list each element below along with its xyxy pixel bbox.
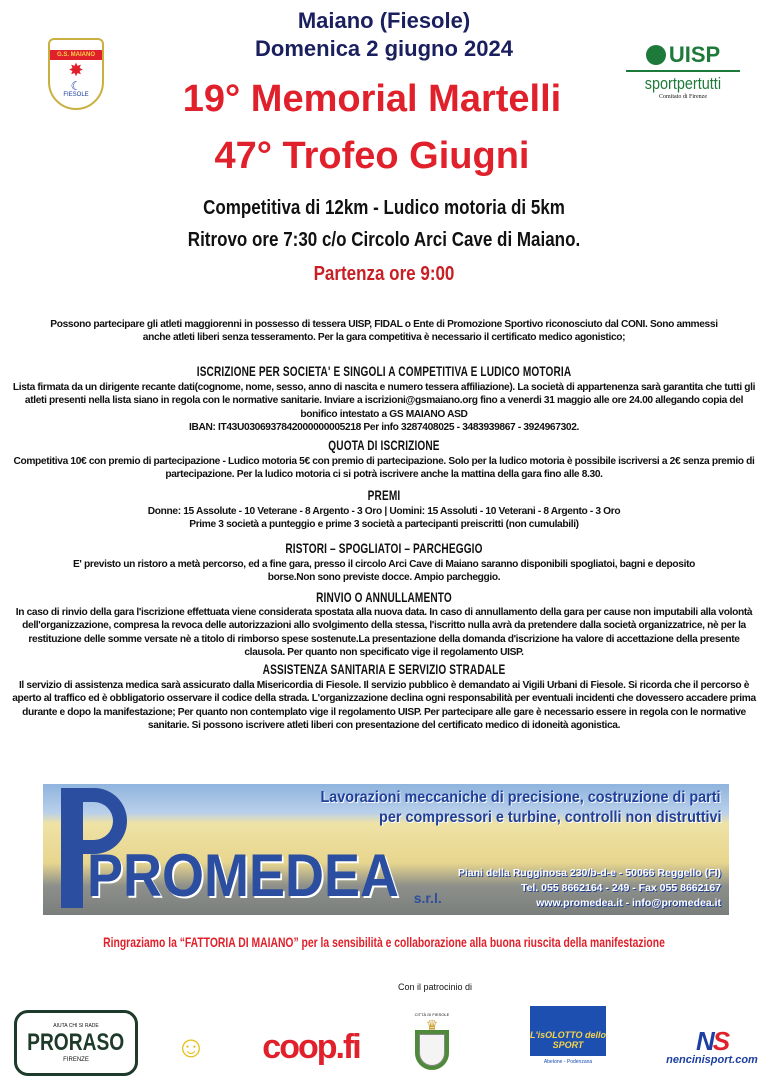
gs-maiano-logo-bottom: FIESOLE	[63, 92, 89, 98]
section-heading: RISTORI – SPOGLIATOI – PARCHEGGIO	[285, 540, 483, 556]
isolotto-name: L'isOLOTTO dello SPORT	[530, 1030, 606, 1050]
event-location: Maiano (Fiesole)	[297, 8, 471, 33]
event-distances: Competitiva di 12km - Ludico motoria di 5km	[203, 197, 565, 219]
section-text: E' previsto un ristoro a metà percorso, ed a fine gara, presso il circolo Arci Cave di Maiano saranno disponibili spogliatoi, bagni e deposito borse.Non sono previste docce. Ampio parcheggio.	[72, 559, 696, 584]
banner-line2: per compressori e turbine, controlli non distruttivi	[378, 809, 721, 826]
ns-icon: NS	[695, 1026, 729, 1056]
proraso-name: PRORASO	[27, 1029, 125, 1056]
moon-icon: ☾	[70, 79, 82, 93]
banner-brand-suffix: s.r.l.	[413, 890, 442, 906]
proraso-logo	[14, 1010, 138, 1076]
isolotto-sub: Abetone - Podenzana	[543, 1059, 593, 1065]
smiley-logo: ☺	[175, 1031, 207, 1064]
fiesole-crest	[402, 1002, 462, 1076]
banner-brand: PROMEDEA	[87, 842, 400, 909]
event-start: Partenza ore 9:00	[313, 263, 455, 285]
banner-address: Piani della Rugginosa 230/b-d-e - 50066 Reggello (FI)	[457, 867, 721, 879]
banner-line1: Lavorazioni meccaniche di precisione, costruzione di parti	[320, 789, 721, 806]
section-extra: Prime 3 società a punteggio e prime 3 società a partecipanti preiscritti (non cumulabili)	[189, 519, 579, 530]
uisp-tagline: sportpertutti	[644, 74, 722, 93]
section-text: In caso di rinvio della gara l'iscrizione effettuata viene considerata spostata alla nuova data. In caso di annullamento della gara per cause non imputabili alla volontà dell'organizzazione, compresa la revoca delle autorizzazioni allo svolgimento della stessa, l'iscritto nulla avrà da pretendere dalla società organizzatrice, nè per la restituzione delle somme versate nè a titolo di rimborso spese sostenute.La presentazione della domanda d'iscrizione ha valore di accettazione della presente clausola. Per quanto non specificato vige il regolamento UISP.	[15, 607, 753, 658]
banner-phone: Tel. 055 8662164 - 249 - Fax 055 8662167	[520, 882, 721, 894]
section-text: Lista firmata da un dirigente recante dati(cognome, nome, sesso, anno di nascita e numero tessera affiliazione). La società di appartenenza sarà garantita che tutti gli atleti presenti nella lista siano in regola con le normative sanitarie. Inviare a iscrizioni@gsmaiano.org fino a venerdi 31 maggio alle ore 24.00 allegando copia del bonifico intestato a GS MAIANO ASD	[12, 382, 756, 420]
section-heading: QUOTA DI ISCRIZIONE	[328, 437, 440, 453]
section-heading: ASSISTENZA SANITARIA E SERVIZIO STRADALE	[262, 661, 506, 677]
thanks-text: Ringraziamo la “FATTORIA DI MAIANO” per la sensibilità e collaborazione alla buona riuscita della manifestazione	[103, 934, 665, 950]
isolotto-logo	[530, 1006, 606, 1056]
section-text: Il servizio di assistenza medica sarà assicurato dalla Misericordia di Fiesole. Il servizio pubblico è demandato ai Vigili Urbani di Fiesole. Si ricorda che il percorso è aperto al traffico ed è obbligatorio osservare il codice della strada. L'organizzazione declina ogni responsabilità per eventuali incidenti che dovessero accadere prima durante e dopo la manifestazione; Per quanto non contemplato vige il regolamento UISP. Per partecipare alle gare è necessario essere in regola con le normative sanitarie. Si possono iscrivere atleti liberi con presentazione del certificato medico di idoneità agonistica.	[12, 680, 756, 731]
star-icon: ✸	[68, 60, 84, 80]
fiesole-label: CITTÀ DI FIESOLE	[414, 1012, 450, 1017]
section-text: Competitiva 10€ con premio di partecipazione - Ludico motoria 5€ con premio di partecipazione. Solo per la ludico motoria è possibile iscriversi a 2€ senza premio di partecipazione. Per la ludico motoria ci si potrà iscrivere anche la mattina della gara fino alle 8.30.	[13, 456, 755, 481]
event-date: Domenica 2 giugno 2024	[255, 36, 513, 61]
intro-text: Possono partecipare gli atleti maggiorenni in possesso di tessera UISP, FIDAL o Ente di Promozione Sportivo riconosciuto dal CONI. Sono ammessi anche atleti liberi senza tesseramento. Per la gara competitiva è necessario il certificato medico agonistico;	[50, 319, 718, 344]
section-heading: PREMI	[367, 487, 401, 503]
proraso-bottom: FIRENZE	[63, 1057, 89, 1063]
event-title-1: 19° Memorial Martelli	[182, 78, 562, 120]
coop-logo: coop.fi	[262, 1027, 360, 1066]
section-heading: RINVIO O ANNULLAMENTO	[316, 589, 452, 605]
banner-web: www.promedea.it - info@promedea.it	[536, 897, 721, 909]
uisp-sub: Comitato di Firenze	[659, 94, 707, 100]
promedea-banner	[43, 784, 729, 915]
patronage-label: Con il patrocinio di	[398, 982, 473, 992]
nencini-logo	[664, 1024, 760, 1070]
gs-maiano-logo-top: G.S. MAIANO	[50, 50, 102, 60]
event-title-2: 47° Trofeo Giugni	[214, 135, 530, 177]
section-extra: IBAN: IT43U0306937842000000005218 Per info 3287408025 - 3483939867 - 3924967302.	[188, 422, 579, 433]
section-text: Donne: 15 Assolute - 10 Veterane - 8 Argento - 3 Oro | Uomini: 15 Assoluti - 10 Veterani - 8 Argento - 3 Oro	[147, 506, 621, 517]
crown-icon: ♛	[425, 1017, 439, 1033]
section-heading: ISCRIZIONE PER SOCIETA' E SINGOLI A COMPETITIVA E LUDICO MOTORIA	[196, 363, 572, 379]
shield-icon	[419, 1034, 445, 1066]
nencini-name: nencinisport.com	[666, 1054, 758, 1066]
uisp-name: UISP	[668, 42, 721, 67]
proraso-top: AIUTA CHI SI RADE	[53, 1023, 99, 1029]
event-meeting: Ritrovo ore 7:30 c/o Circolo Arci Cave di Maiano.	[187, 229, 581, 251]
